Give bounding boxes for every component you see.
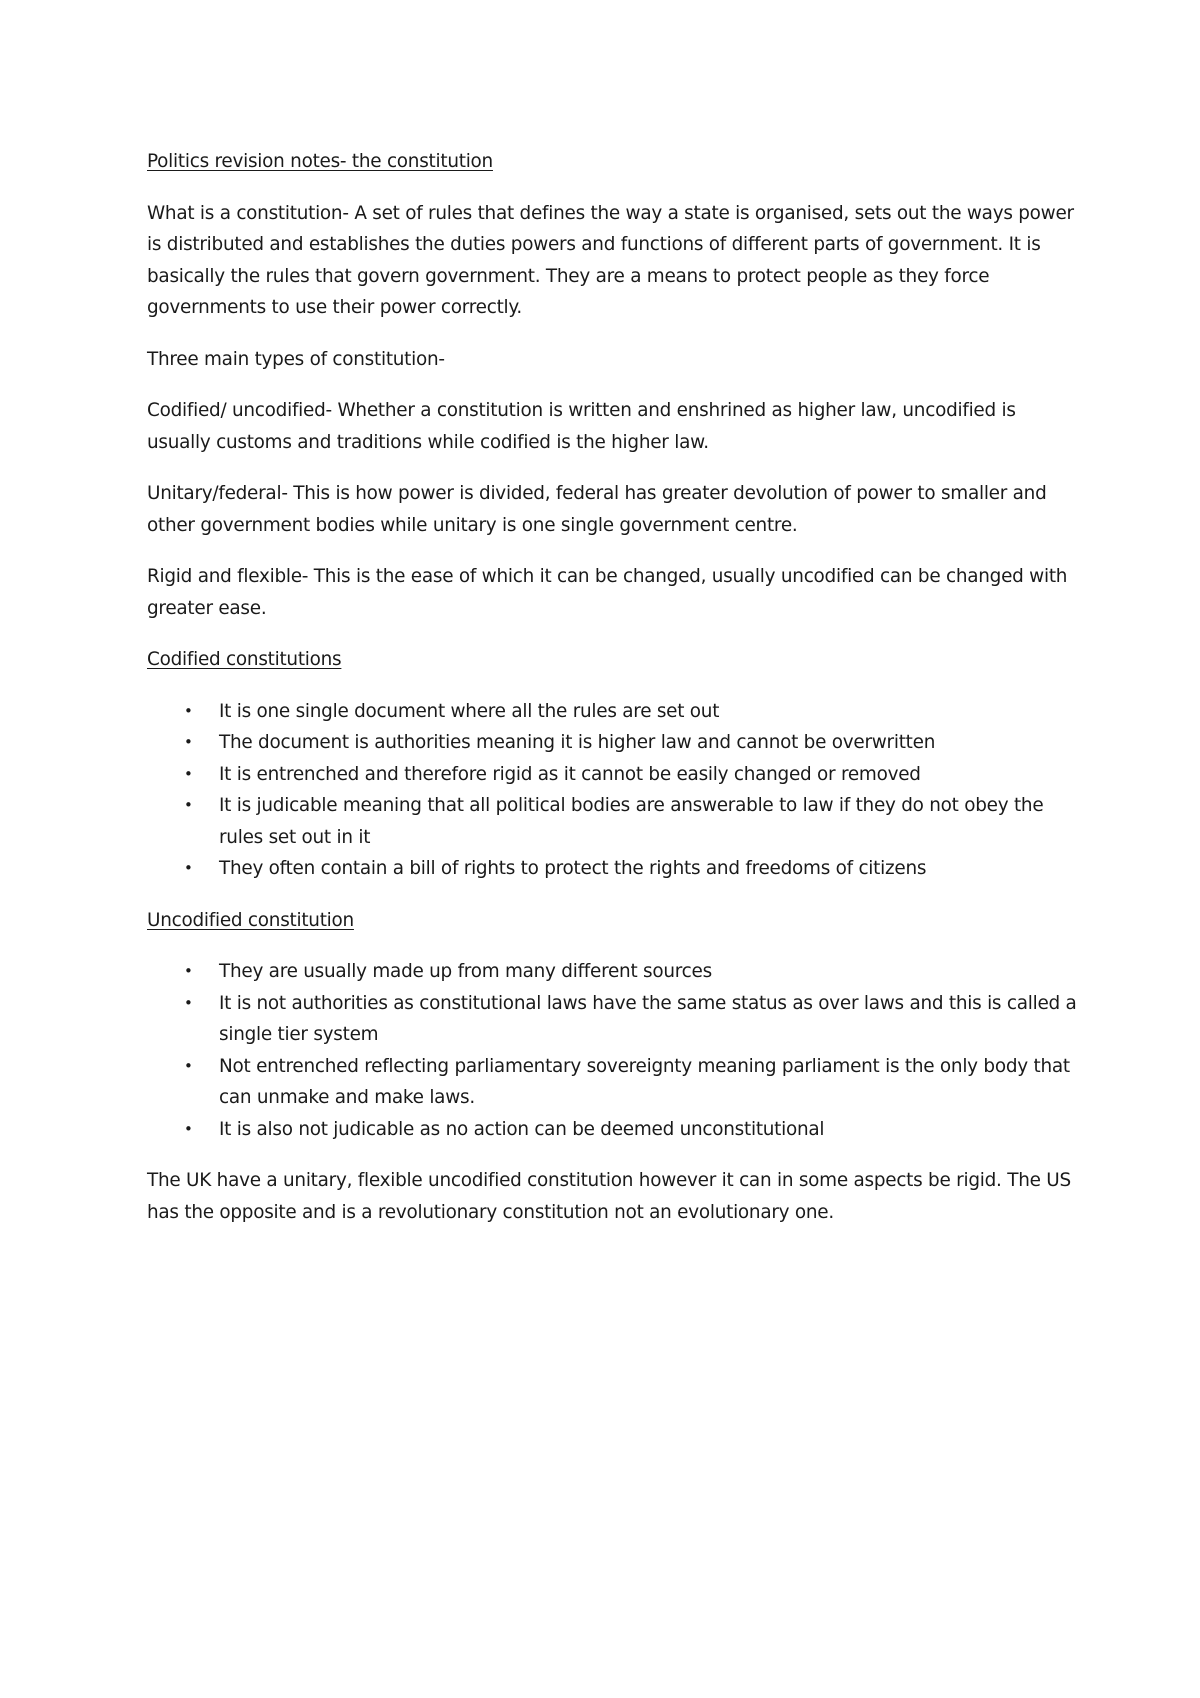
type-codified-paragraph: Codified/ uncodified- Whether a constitution is written and enshrined as higher law, uncodified is usually customs and traditions while codified is the higher law. xyxy=(147,400,1016,453)
document-title: Politics revision notes- the constitution xyxy=(147,151,493,172)
list-item xyxy=(147,988,1077,1051)
conclusion-paragraph: The UK have a unitary, flexible uncodified constitution however it can in some aspects be rigid. The US has the opposite and is a revolutionary constitution not an evolutionary one. xyxy=(147,1170,1071,1223)
bullet-icon: • xyxy=(184,962,193,980)
list-item xyxy=(147,1051,1077,1114)
list-item-text: It is also not judicable as no action can be deemed unconstitutional xyxy=(219,1118,825,1140)
uncodified-list xyxy=(147,956,1077,1145)
list-item xyxy=(147,727,1077,759)
list-item-text: It is not authorities as constitutional laws have the same status as over laws and this is called a single tier system xyxy=(219,992,1077,1045)
types-heading: Three main types of constitution- xyxy=(147,348,445,370)
list-item-text: It is one single document where all the rules are set out xyxy=(219,700,720,722)
list-item xyxy=(147,759,1077,791)
list-item-text: It is entrenched and therefore rigid as it cannot be easily changed or removed xyxy=(219,763,921,785)
list-item xyxy=(147,853,1077,885)
bullet-icon: • xyxy=(184,733,193,751)
intro-paragraph: What is a constitution- A set of rules that defines the way a state is organised, sets out the ways power is distributed and establishes the duties powers and functions of different parts of government. It is basically the rules that govern government. They are a means to protect people as they force governments to use their power correctly. xyxy=(147,202,1074,318)
bullet-icon: • xyxy=(184,1056,193,1075)
list-item xyxy=(147,790,1077,853)
list-item-text: They often contain a bill of rights to protect the rights and freedoms of citizens xyxy=(219,858,927,879)
list-item xyxy=(147,696,1077,728)
bullet-icon: • xyxy=(184,796,193,814)
bullet-icon: • xyxy=(184,859,193,877)
type-rigid-paragraph: Rigid and flexible- This is the ease of which it can be changed, usually uncodified can be changed with greater ease. xyxy=(147,566,1068,619)
type-unitary-paragraph: Unitary/federal- This is how power is divided, federal has greater devolution of power to smaller and other government bodies while unitary is one single government centre. xyxy=(147,483,1047,536)
document-body xyxy=(147,146,1077,1248)
bullet-icon: • xyxy=(184,701,193,720)
list-item-text: It is judicable meaning that all political bodies are answerable to law if they do not obey the rules set out in it xyxy=(219,795,1044,848)
list-item xyxy=(147,1114,1077,1146)
uncodified-heading: Uncodified constitution xyxy=(147,909,354,931)
bullet-icon: • xyxy=(184,993,193,1012)
codified-heading: Codified constitutions xyxy=(147,649,342,670)
bullet-icon: • xyxy=(184,764,193,783)
list-item-text: They are usually made up from many different sources xyxy=(219,961,712,982)
list-item-text: The document is authorities meaning it is higher law and cannot be overwritten xyxy=(219,732,936,753)
list-item xyxy=(147,956,1077,988)
list-item-text: Not entrenched reflecting parliamentary sovereignty meaning parliament is the only body that can unmake and make laws. xyxy=(219,1055,1070,1108)
codified-list xyxy=(147,696,1077,885)
bullet-icon: • xyxy=(184,1119,193,1138)
